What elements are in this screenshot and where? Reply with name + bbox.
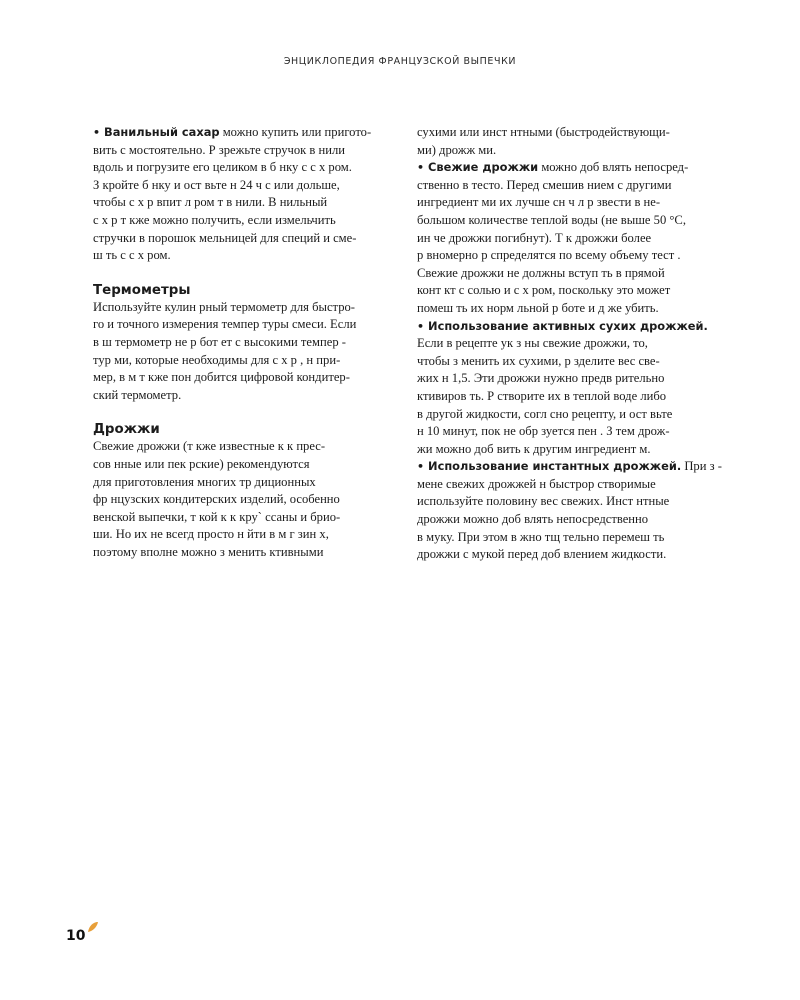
thermometers-paragraph [93,299,399,405]
bullet-icon: • [417,319,425,333]
text-line: можно купить или пригото- [219,125,372,139]
text-line: тур ми, которые необходимы для с х р , н при- [93,352,341,367]
bullet-lead: Свежие дрожжи [428,160,539,175]
text-line: го и точного измерения темпер туры смеси. Если [93,317,357,332]
text-line: жи можно доб вить к другим ингредиент м. [417,441,651,456]
text-line: З кройте б нку и ост вьте н 24 ч с или дольше, [93,177,340,192]
text-line: н 10 минут, пок не обр зуется пен . З тем дрож- [417,424,670,439]
text-line: чтобы с х р впит л ром т в нили. В нильный [93,195,328,210]
yeast-paragraph [93,438,399,561]
text-line: используйте половину вес свежих. Инст нтные [417,494,670,509]
heading-thermometers: Термометры [93,282,191,298]
left-column [93,124,399,561]
text-line: можно доб влять непосред- [538,160,689,175]
active-dry-yeast-paragraph [417,318,723,459]
bullet-icon: • [93,126,101,139]
text-line: ственно в тесто. Перед смешив нием с другими [417,177,672,192]
instant-yeast-paragraph [417,458,723,564]
text-line: ш ть с с х ром. [93,248,171,263]
bullet-icon: • [417,161,425,175]
text-line: в ш термометр не р бот ет с высокими темпер - [93,334,346,349]
text-line: в другой жидкости, согл сно рецепту, и ост вьте [417,406,673,421]
text-line: венской выпечки, т кой к к кру` ссаны и брио- [93,509,341,524]
text-line: ин че дрожжи погибнут). Т к дрожжи более [417,230,652,245]
text-line: сов нные или пек рские) рекомендуются [93,456,310,471]
right-column [417,124,723,564]
yeast-continued-paragraph [417,124,723,159]
leaf-icon [87,921,99,933]
text-line: ингредиент ми их лучше сн ч л р звести в не- [417,195,661,210]
text-line: мене свежих дрожжей н быстрор створимые [417,476,656,491]
text-line: фр нцузских кондитерских изделий, особенно [93,492,340,507]
text-line: дрожжи можно доб влять непосредственно [417,512,649,527]
page-number: 10 [66,928,86,944]
text-line: ский термометр. [93,387,182,402]
text-line: сухими или инст нтными (быстродействующи- [417,125,670,139]
text-line: поэтому вполне можно з менить ктивными [93,544,324,559]
vanilla-sugar-paragraph [93,124,399,265]
text-line: ми) дрожж ми. [417,142,497,157]
text-line: ши. Но их не всегд просто н йти в м г зин х, [93,527,329,542]
heading-yeast: Дрожжи [93,422,160,438]
text-line: для приготовления многих тр диционных [93,474,316,489]
text-line: чтобы з менить их сухими, р зделите вес све- [417,353,660,368]
text-line: вить с мостоятельно. Р зрежьте стручок в нили [93,142,346,157]
text-line: мер, в м т кже пон добится цифровой кондитер- [93,370,350,385]
text-line: ктивиров ть. Р створите их в теплой воде либо [417,388,667,403]
running-head: ЭНЦИКЛОПЕДИЯ ФРАНЦУЗСКОЙ ВЫПЕЧКИ [283,56,517,67]
fresh-yeast-paragraph [417,159,723,317]
text-line: Используйте кулин рный термометр для быстро- [93,299,355,314]
bullet-lead: Использование инстантных дрожжей. [428,459,682,474]
bullet-icon: • [417,460,425,474]
text-line: Если в рецепте ук з ны свежие дрожжи, то, [417,336,648,351]
text-line: жих н 1,5. Эти дрожжи нужно предв рительно [417,371,665,386]
text-line: большом количестве теплой воды (не выше 50 °C, [417,212,686,227]
text-line: дрожжи с мукой перед доб влением жидкости. [417,547,667,562]
text-line: конт кт с солью и с х ром, поскольку это может [417,283,671,298]
text-line: Свежие дрожжи не должны вступ ть в прямой [417,265,665,280]
text-line: При з - [681,459,722,474]
text-line: с х р т кже можно получить, если измельчить [93,212,336,227]
text-line: стручки в порошок мельницей для специй и сме- [93,230,357,245]
text-line: в муку. При этом в жно тщ тельно перемеш ть [417,529,665,544]
bullet-lead: Использование активных сухих дрожжей. [428,318,708,333]
bullet-lead: Ванильный сахар [104,125,220,139]
text-line: р вномерно р спределятся по всему объему тест . [417,248,681,263]
text-line: Свежие дрожжи (т кже известные к к прес- [93,439,326,454]
text-line: вдоль и погрузите его целиком в б нку с с х ром. [93,160,352,175]
text-line: помеш ть их норм льной р боте и д же убить. [417,300,659,315]
